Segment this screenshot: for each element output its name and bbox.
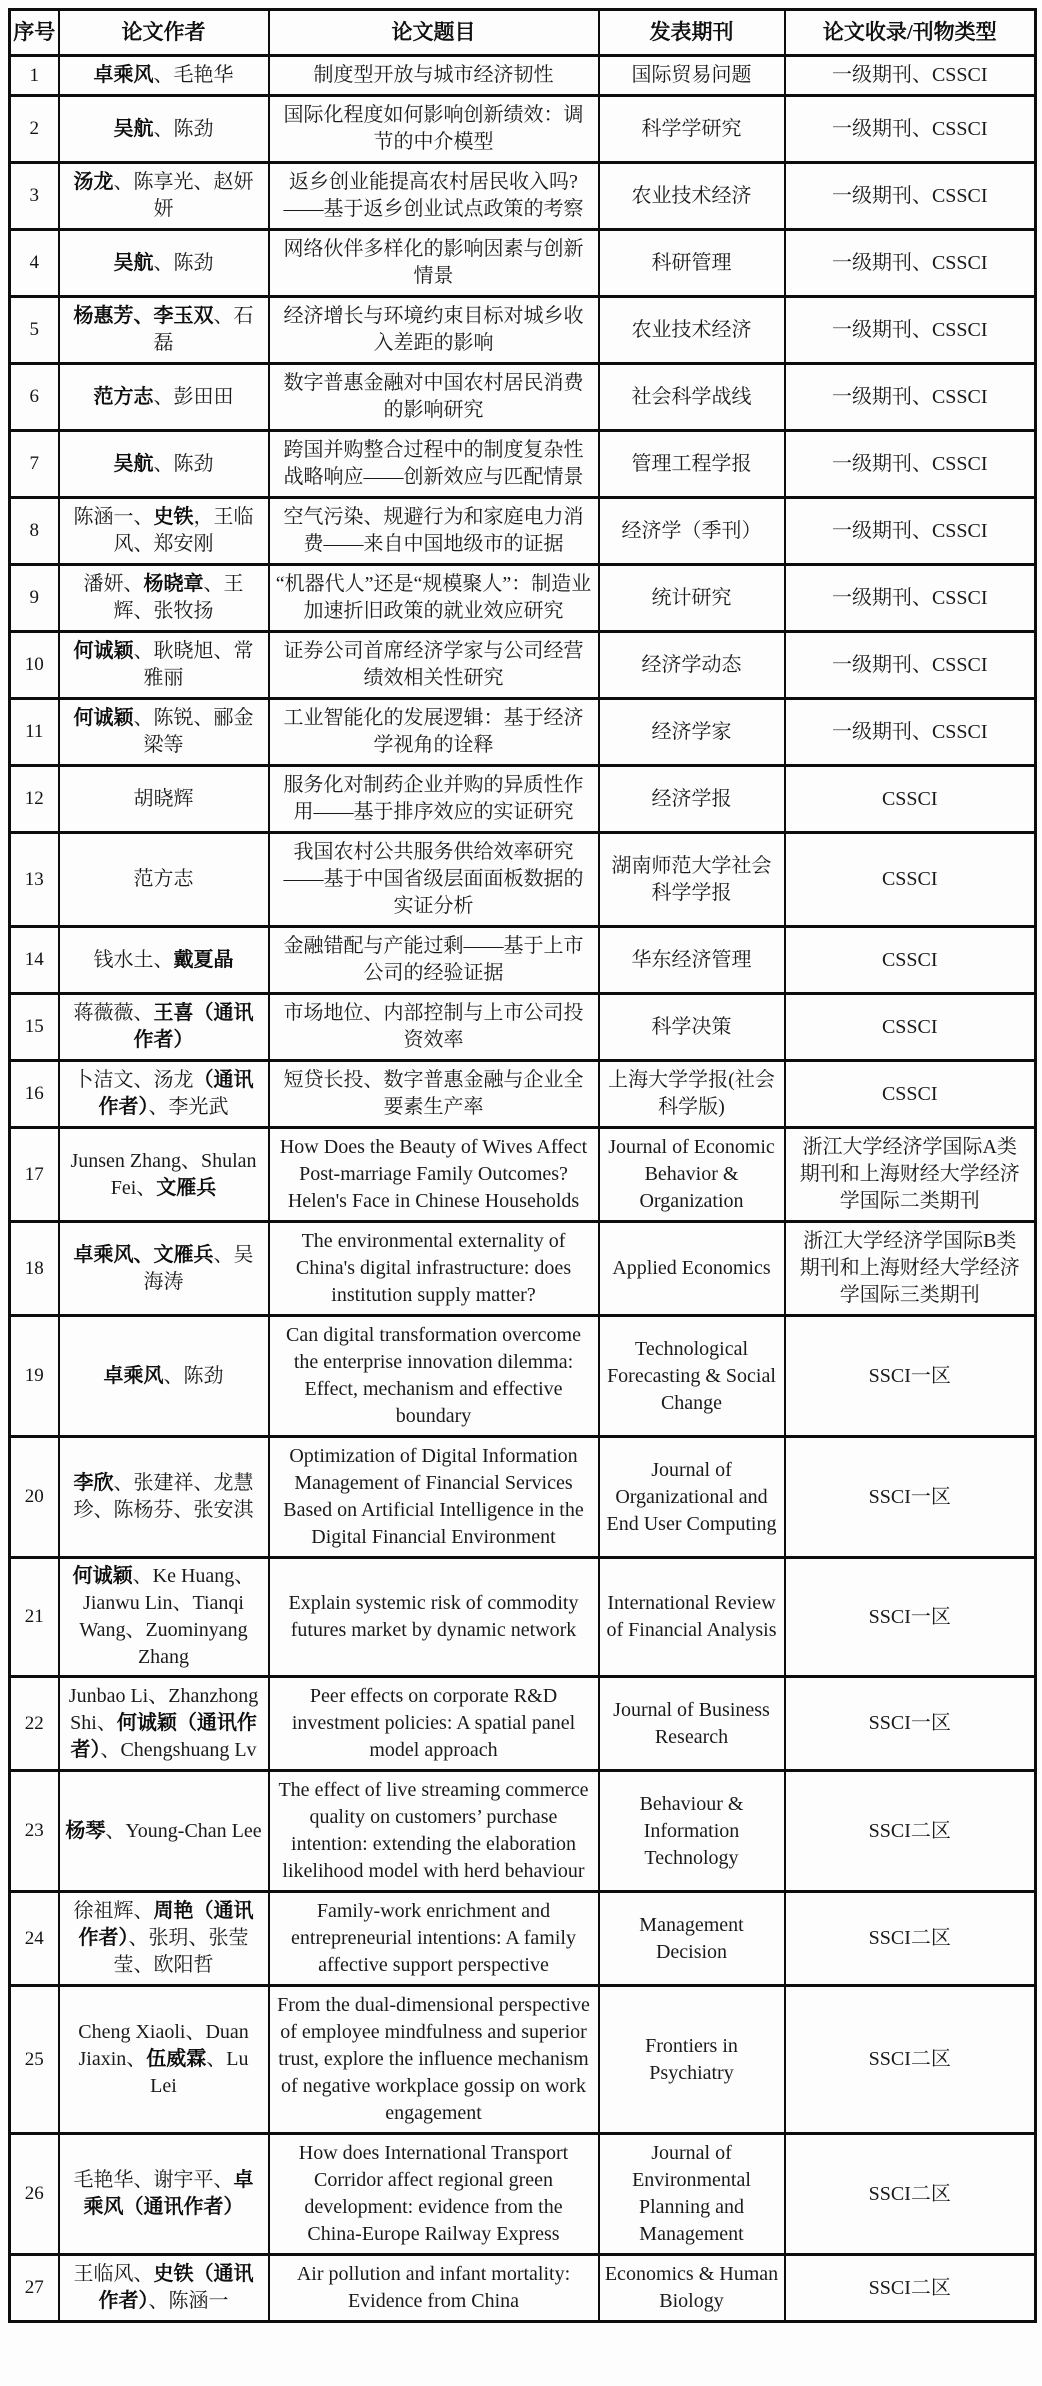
row-number-cell: 9 xyxy=(10,565,59,632)
table-row xyxy=(10,994,1036,1061)
authors-cell xyxy=(59,230,269,297)
authors-cell xyxy=(59,498,269,565)
row-number-cell: 6 xyxy=(10,364,59,431)
journal-cell: 国际贸易问题 xyxy=(599,56,785,96)
row-number-cell: 17 xyxy=(10,1128,59,1222)
authors-cell xyxy=(59,163,269,230)
author-name: 、陈享光、赵妍妍 xyxy=(113,171,254,221)
authors-cell xyxy=(59,1558,269,1677)
authors-cell xyxy=(59,1316,269,1437)
author-name: 、张玥、张莹莹、欧阳哲 xyxy=(113,1927,249,1977)
row-number-cell: 10 xyxy=(10,632,59,699)
authors-cell xyxy=(59,1128,269,1222)
author-name: 胡晓辉 xyxy=(133,787,194,810)
author-name: （通讯作者） xyxy=(98,1069,254,1119)
journal-cell: Journal of Business Research xyxy=(599,1677,785,1771)
author-name: 毛艳华、谢宇平、 xyxy=(73,2169,234,2192)
index-type-cell: CSSCI xyxy=(785,927,1036,994)
table-row xyxy=(10,699,1036,766)
journal-cell: 农业技术经济 xyxy=(599,163,785,230)
author-name: ，王临风、郑安刚 xyxy=(113,506,254,556)
paper-title-cell: Can digital transformation overcome the enterprise innovation dilemma: Effect, mechanism and effective boundary xyxy=(269,1316,599,1437)
table-row xyxy=(10,56,1036,96)
paper-title-cell: From the dual-dimensional perspective of employee mindfulness and superior trust, explore the influence mechanism of negative workplace gossip on work engagement xyxy=(269,1986,599,2134)
author-name: 、石磊 xyxy=(153,305,254,355)
authors-cell xyxy=(59,2255,269,2322)
journal-cell: Journal of Economic Behavior & Organization xyxy=(599,1128,785,1222)
row-number-cell: 20 xyxy=(10,1437,59,1558)
table-row xyxy=(10,1986,1036,2134)
table-row xyxy=(10,1061,1036,1128)
authors-cell xyxy=(59,699,269,766)
journal-cell: 华东经济管理 xyxy=(599,927,785,994)
journal-cell: 经济学报 xyxy=(599,766,785,833)
journal-cell: Frontiers in Psychiatry xyxy=(599,1986,785,2134)
paper-title-cell: 金融错配与产能过剩——基于上市公司的经验证据 xyxy=(269,927,599,994)
author-name: 、陈涵一 xyxy=(148,2290,229,2313)
author-name: 、毛艳华 xyxy=(153,64,234,87)
journal-cell: 农业技术经济 xyxy=(599,297,785,364)
journal-cell: Management Decision xyxy=(599,1892,785,1986)
author-name: 范方志 xyxy=(93,385,154,408)
row-number-cell: 25 xyxy=(10,1986,59,2134)
author-name: 戴夏晶 xyxy=(173,948,234,971)
index-type-cell: SSCI二区 xyxy=(785,1986,1036,2134)
journal-cell: Applied Economics xyxy=(599,1222,785,1316)
row-number-cell: 15 xyxy=(10,994,59,1061)
author-name: 、陈劲 xyxy=(153,251,214,274)
index-type-cell: 一级期刊、CSSCI xyxy=(785,431,1036,498)
index-type-cell: 一级期刊、CSSCI xyxy=(785,498,1036,565)
author-name: 、Young-Chan Lee xyxy=(105,1819,262,1842)
journal-cell: 科学学研究 xyxy=(599,96,785,163)
journal-cell: 社会科学战线 xyxy=(599,364,785,431)
row-number-cell: 18 xyxy=(10,1222,59,1316)
table-row xyxy=(10,1316,1036,1437)
table-row xyxy=(10,565,1036,632)
author-name: 李欣 xyxy=(73,1472,114,1495)
row-number-cell: 21 xyxy=(10,1558,59,1677)
papers-table xyxy=(8,8,1037,2323)
index-type-cell: CSSCI xyxy=(785,766,1036,833)
authors-cell xyxy=(59,1061,269,1128)
paper-title-cell: 服务化对制药企业并购的异质性作用——基于排序效应的实证研究 xyxy=(269,766,599,833)
index-type-cell: SSCI一区 xyxy=(785,1437,1036,1558)
table-row xyxy=(10,2134,1036,2255)
row-number-cell: 14 xyxy=(10,927,59,994)
author-name: 卓乘风、文雁兵 xyxy=(73,1243,214,1266)
paper-title-cell: 跨国并购整合过程中的制度复杂性战略响应——创新效应与匹配情景 xyxy=(269,431,599,498)
paper-title-cell: Peer effects on corporate R&D investment policies: A spatial panel model approach xyxy=(269,1677,599,1771)
row-number-cell: 23 xyxy=(10,1771,59,1892)
authors-cell xyxy=(59,632,269,699)
table-row xyxy=(10,364,1036,431)
table-row xyxy=(10,927,1036,994)
index-type-cell: CSSCI xyxy=(785,994,1036,1061)
authors-cell xyxy=(59,364,269,431)
table-row xyxy=(10,1677,1036,1771)
table-row xyxy=(10,1558,1036,1677)
authors-cell xyxy=(59,766,269,833)
authors-cell xyxy=(59,2134,269,2255)
paper-title-cell: 空气污染、规避行为和家庭电力消费——来自中国地级市的证据 xyxy=(269,498,599,565)
row-number-cell: 8 xyxy=(10,498,59,565)
paper-title-cell: Explain systemic risk of commodity futures market by dynamic network xyxy=(269,1558,599,1677)
authors-cell xyxy=(59,927,269,994)
author-name: 卓乘风 xyxy=(93,64,154,87)
row-number-cell: 5 xyxy=(10,297,59,364)
index-type-cell: 一级期刊、CSSCI xyxy=(785,364,1036,431)
authors-cell xyxy=(59,431,269,498)
author-name: 杨惠芳、李玉双 xyxy=(73,305,214,328)
author-name: 、耿晓旭、常雅丽 xyxy=(133,640,254,690)
table-row xyxy=(10,230,1036,297)
index-type-cell: 浙江大学经济学国际B类期刊和上海财经大学经济学国际三类期刊 xyxy=(785,1222,1036,1316)
authors-cell xyxy=(59,833,269,927)
author-name: 、陈锐、郦金梁等 xyxy=(133,707,254,757)
author-name: 陈涵一、 xyxy=(73,506,154,529)
index-type-cell: CSSCI xyxy=(785,1061,1036,1128)
journal-cell: 科研管理 xyxy=(599,230,785,297)
index-type-cell: SSCI二区 xyxy=(785,2134,1036,2255)
row-number-cell: 26 xyxy=(10,2134,59,2255)
table-row xyxy=(10,163,1036,230)
row-number-cell: 27 xyxy=(10,2255,59,2322)
authors-cell xyxy=(59,1437,269,1558)
author-name: 、陈劲 xyxy=(153,117,214,140)
header-col-title: 论文题目 xyxy=(269,10,599,56)
table-row xyxy=(10,297,1036,364)
paper-title-cell: 国际化程度如何影响创新绩效：调节的中介模型 xyxy=(269,96,599,163)
header-col-journal: 发表期刊 xyxy=(599,10,785,56)
journal-cell: Journal of Organizational and End User Computing xyxy=(599,1437,785,1558)
table-row xyxy=(10,431,1036,498)
table-row xyxy=(10,96,1036,163)
author-name: 汤龙 xyxy=(73,171,114,194)
author-name: 范方志 xyxy=(133,868,194,891)
table-row xyxy=(10,766,1036,833)
author-name: 吴航 xyxy=(113,452,154,475)
paper-title-cell: 数字普惠金融对中国农村居民消费的影响研究 xyxy=(269,364,599,431)
index-type-cell: SSCI二区 xyxy=(785,1771,1036,1892)
paper-title-cell: 制度型开放与城市经济韧性 xyxy=(269,56,599,96)
author-name: 文雁兵 xyxy=(156,1176,217,1199)
row-number-cell: 11 xyxy=(10,699,59,766)
authors-cell xyxy=(59,994,269,1061)
journal-cell: 经济学家 xyxy=(599,699,785,766)
authors-cell xyxy=(59,1986,269,2134)
paper-title-cell: The environmental externality of China's digital infrastructure: does institution supply matter? xyxy=(269,1222,599,1316)
author-name: 、吴海涛 xyxy=(143,1243,254,1293)
header-col-index: 序号 xyxy=(10,10,59,56)
index-type-cell: 一级期刊、CSSCI xyxy=(785,699,1036,766)
index-type-cell: SSCI一区 xyxy=(785,1558,1036,1677)
row-number-cell: 1 xyxy=(10,56,59,96)
row-number-cell: 7 xyxy=(10,431,59,498)
authors-cell xyxy=(59,1771,269,1892)
author-name: 周艳（通讯作者） xyxy=(78,1900,254,1950)
index-type-cell: 一级期刊、CSSCI xyxy=(785,632,1036,699)
author-name: 王临风、 xyxy=(73,2263,154,2286)
author-name: 伍威霖 xyxy=(146,2048,207,2071)
paper-title-cell: 市场地位、内部控制与上市公司投资效率 xyxy=(269,994,599,1061)
paper-title-cell: “机器代人”还是“规模聚人”：制造业加速折旧政策的就业效应研究 xyxy=(269,565,599,632)
row-number-cell: 12 xyxy=(10,766,59,833)
table-row xyxy=(10,632,1036,699)
papers-table-body xyxy=(10,56,1036,2322)
author-name: 、陈劲 xyxy=(153,452,214,475)
author-name: Junbao Li、Zhanzhong Shi、 xyxy=(68,1685,259,1735)
authors-cell xyxy=(59,565,269,632)
journal-cell: 湖南师范大学社会科学学报 xyxy=(599,833,785,927)
author-name: Junsen Zhang、Shulan Fei、 xyxy=(70,1149,257,1199)
index-type-cell: 浙江大学经济学国际A类期刊和上海财经大学经济学国际二类期刊 xyxy=(785,1128,1036,1222)
author-name: 钱水土、 xyxy=(93,948,174,971)
table-row xyxy=(10,2255,1036,2322)
author-name: 何诚颖 xyxy=(73,640,134,663)
journal-cell: 统计研究 xyxy=(599,565,785,632)
journal-cell: 经济学（季刊） xyxy=(599,498,785,565)
table-row xyxy=(10,498,1036,565)
authors-cell xyxy=(59,96,269,163)
papers-table-header xyxy=(10,10,1036,56)
paper-title-cell: 经济增长与环境约束目标对城乡收入差距的影响 xyxy=(269,297,599,364)
index-type-cell: 一级期刊、CSSCI xyxy=(785,96,1036,163)
journal-cell: Journal of Environmental Planning and Management xyxy=(599,2134,785,2255)
author-name: 潘妍、 xyxy=(83,573,144,596)
author-name: 史铁 xyxy=(153,506,194,529)
index-type-cell: 一级期刊、CSSCI xyxy=(785,297,1036,364)
journal-cell: 经济学动态 xyxy=(599,632,785,699)
row-number-cell: 3 xyxy=(10,163,59,230)
index-type-cell: 一级期刊、CSSCI xyxy=(785,565,1036,632)
header-col-type: 论文收录/刊物类型 xyxy=(785,10,1036,56)
author-name: 王喜（通讯作者） xyxy=(133,1002,254,1052)
authors-cell xyxy=(59,1222,269,1316)
author-name: 、Chengshuang Lv xyxy=(100,1739,257,1762)
journal-cell: 科学决策 xyxy=(599,994,785,1061)
author-name: 杨晓章 xyxy=(143,573,204,596)
paper-title-cell: Optimization of Digital Information Management of Financial Services Based on Artificial Intelligence in the Digital Financial Environment xyxy=(269,1437,599,1558)
authors-cell xyxy=(59,1677,269,1771)
paper-title-cell: Family-work enrichment and entrepreneurial intentions: A family affective support perspective xyxy=(269,1892,599,1986)
author-name: 何诚颖 xyxy=(72,1565,133,1588)
journal-cell: International Review of Financial Analysis xyxy=(599,1558,785,1677)
header-row xyxy=(10,10,1036,56)
row-number-cell: 4 xyxy=(10,230,59,297)
author-name: Cheng Xiaoli、Duan Jiaxin、 xyxy=(78,2021,249,2071)
row-number-cell: 13 xyxy=(10,833,59,927)
author-name: 史铁（通讯作者） xyxy=(98,2263,254,2313)
index-type-cell: 一级期刊、CSSCI xyxy=(785,230,1036,297)
author-name: 、陈劲 xyxy=(163,1364,224,1387)
author-name: 吴航 xyxy=(113,251,154,274)
author-name: 、彭田田 xyxy=(153,385,234,408)
journal-cell: 上海大学学报(社会科学版) xyxy=(599,1061,785,1128)
index-type-cell: 一级期刊、CSSCI xyxy=(785,56,1036,96)
journal-cell: Behaviour & Information Technology xyxy=(599,1771,785,1892)
author-name: 卜洁文、汤龙 xyxy=(73,1069,194,1092)
paper-title-cell: 网络伙伴多样化的影响因素与创新情景 xyxy=(269,230,599,297)
paper-title-cell: The effect of live streaming commerce quality on customers’ purchase intention: extending the elaboration likelihood model with herd behaviour xyxy=(269,1771,599,1892)
author-name: 、王辉、张牧扬 xyxy=(113,573,244,623)
author-name: 何诚颖（通讯作者） xyxy=(70,1712,257,1762)
row-number-cell: 22 xyxy=(10,1677,59,1771)
paper-title-cell: How Does the Beauty of Wives Affect Post-marriage Family Outcomes? Helen's Face in Chinese Households xyxy=(269,1128,599,1222)
author-name: 、Lu Lei xyxy=(150,2048,249,2098)
author-name: 、Ke Huang、Jianwu Lin、Tianqi Wang、Zuominyang Zhang xyxy=(79,1565,255,1669)
index-type-cell: 一级期刊、CSSCI xyxy=(785,163,1036,230)
paper-title-cell: 我国农村公共服务供给效率研究——基于中国省级层面面板数据的实证分析 xyxy=(269,833,599,927)
table-row xyxy=(10,833,1036,927)
journal-cell: 管理工程学报 xyxy=(599,431,785,498)
author-name: 卓乘风 xyxy=(103,1364,164,1387)
author-name: 、张建祥、龙慧珍、陈杨芬、张安淇 xyxy=(73,1472,254,1522)
index-type-cell: SSCI一区 xyxy=(785,1316,1036,1437)
authors-cell xyxy=(59,56,269,96)
paper-title-cell: 证券公司首席经济学家与公司经营绩效相关性研究 xyxy=(269,632,599,699)
authors-cell xyxy=(59,1892,269,1986)
index-type-cell: SSCI二区 xyxy=(785,1892,1036,1986)
table-row xyxy=(10,1437,1036,1558)
author-name: 何诚颖 xyxy=(73,707,134,730)
row-number-cell: 16 xyxy=(10,1061,59,1128)
paper-title-cell: 短贷长投、数字普惠金融与企业全要素生产率 xyxy=(269,1061,599,1128)
index-type-cell: CSSCI xyxy=(785,833,1036,927)
table-row xyxy=(10,1128,1036,1222)
index-type-cell: SSCI一区 xyxy=(785,1677,1036,1771)
author-name: 卓乘风（通讯作者） xyxy=(83,2169,254,2219)
author-name: 徐祖辉、 xyxy=(73,1900,154,1923)
table-row xyxy=(10,1771,1036,1892)
author-name: 蒋薇薇、 xyxy=(73,1002,154,1025)
author-name: 、李光武 xyxy=(148,1096,229,1119)
paper-title-cell: 工业智能化的发展逻辑：基于经济学视角的诠释 xyxy=(269,699,599,766)
row-number-cell: 2 xyxy=(10,96,59,163)
header-col-authors: 论文作者 xyxy=(59,10,269,56)
author-name: 吴航 xyxy=(113,117,154,140)
row-number-cell: 24 xyxy=(10,1892,59,1986)
table-row xyxy=(10,1222,1036,1316)
paper-title-cell: 返乡创业能提高农村居民收入吗?——基于返乡创业试点政策的考察 xyxy=(269,163,599,230)
journal-cell: Economics & Human Biology xyxy=(599,2255,785,2322)
journal-cell: Technological Forecasting & Social Change xyxy=(599,1316,785,1437)
row-number-cell: 19 xyxy=(10,1316,59,1437)
paper-title-cell: How does International Transport Corridor affect regional green development: evidence from the China-Europe Railway Express xyxy=(269,2134,599,2255)
authors-cell xyxy=(59,297,269,364)
index-type-cell: SSCI二区 xyxy=(785,2255,1036,2322)
author-name: 杨琴 xyxy=(65,1819,106,1842)
paper-title-cell: Air pollution and infant mortality: Evidence from China xyxy=(269,2255,599,2322)
table-row xyxy=(10,1892,1036,1986)
